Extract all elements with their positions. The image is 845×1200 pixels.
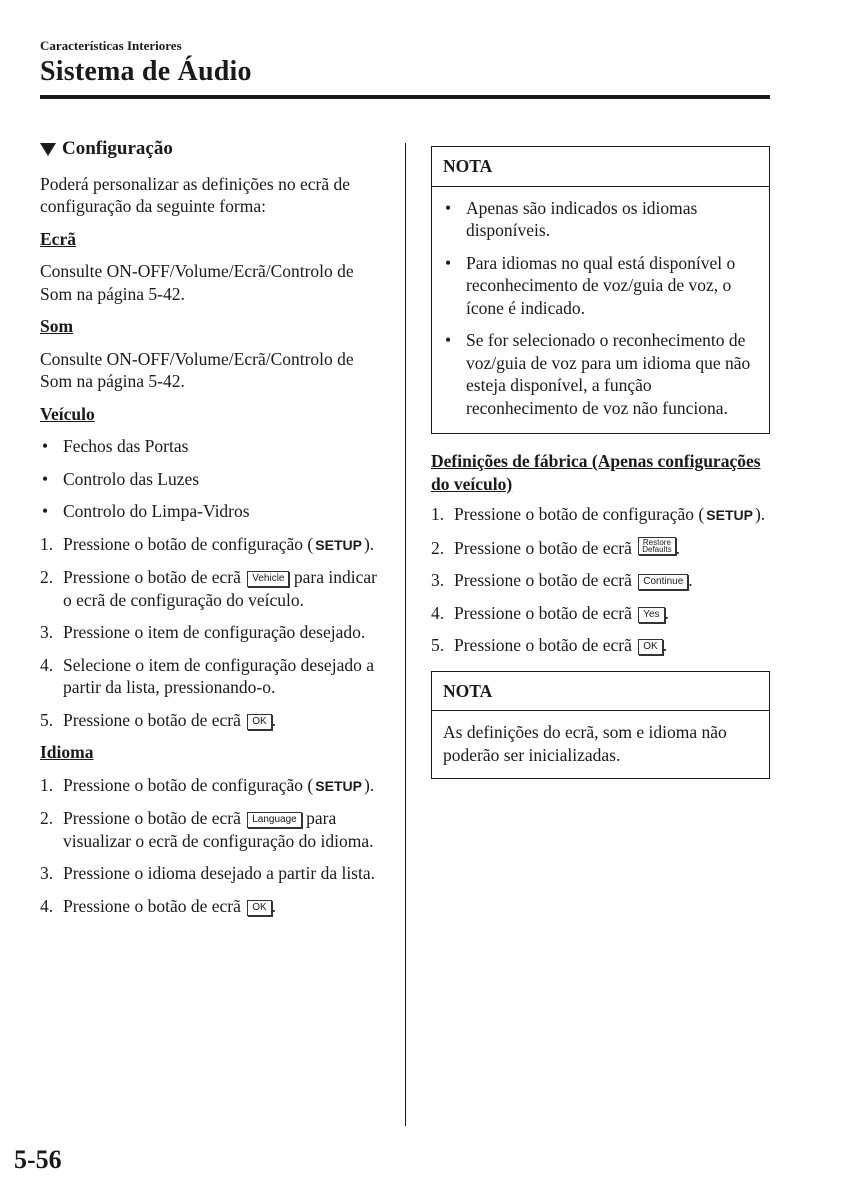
- step-text: Pressione o botão de ecrã: [454, 570, 637, 590]
- step-text: Pressione o botão de ecrã: [63, 567, 246, 587]
- step-text: .: [675, 537, 680, 558]
- screen-paragraph: Consulte ON-OFF/Volume/Ecrã/Controlo de Som na página 5-42.: [40, 261, 354, 304]
- step-item: [40, 533, 385, 557]
- triangle-down-icon: [40, 143, 56, 156]
- step-text: para visualizar o ecrã de configuração do idioma.: [63, 808, 374, 851]
- step-number: 4.: [40, 895, 54, 916]
- step-text: Pressione o botão de configuração (: [63, 533, 314, 554]
- factory-defaults-subheading: Definições de fábrica (Apenas configurações do veículo): [431, 451, 761, 494]
- ok-screen-button: OK: [638, 639, 662, 655]
- setup-key-label: SETUP: [315, 536, 362, 553]
- section-label: Características Interiores: [40, 38, 182, 53]
- title-rule: [40, 95, 770, 99]
- step-text: .: [662, 635, 668, 655]
- language-subheading: Idioma: [40, 742, 94, 762]
- step-number: 1.: [431, 504, 445, 524]
- step-number: 3.: [431, 570, 445, 590]
- list-item: • Para idiomas no qual está disponível o reconhecimento de voz/guia de voz, o ícone é indicado.: [443, 252, 758, 320]
- step-text: Pressione o item de configuração desejado.: [63, 622, 366, 642]
- step-item: [431, 569, 770, 592]
- screen-subheading: Ecrã: [40, 228, 76, 249]
- step-item: [40, 621, 385, 644]
- step-number: 2.: [431, 537, 445, 558]
- step-number: 2.: [40, 808, 54, 828]
- step-item: [40, 709, 385, 732]
- step-text: Pressione o idioma desejado a partir da lista.: [63, 863, 376, 883]
- step-text: ).: [754, 504, 766, 524]
- step-number: 5.: [431, 635, 445, 655]
- list-item: • Fechos das Portas: [40, 435, 385, 458]
- step-number: 1.: [40, 533, 54, 554]
- step-item: [40, 774, 385, 798]
- ok-screen-button: OK: [247, 900, 271, 916]
- step-number: 3.: [40, 622, 54, 642]
- step-number: 4.: [431, 602, 445, 623]
- step-text: .: [271, 709, 277, 730]
- step-text: Selecione o item de configuração desejado a partir da lista, pressionando-o.: [63, 654, 374, 697]
- step-item: [431, 537, 770, 560]
- note-box-languages: [431, 146, 770, 434]
- continue-screen-button: Continue: [638, 574, 688, 590]
- step-number: 4.: [40, 654, 54, 675]
- page-number: 5-56: [14, 1145, 62, 1174]
- note-bullet-list: [443, 197, 758, 420]
- note-title: NOTA: [432, 147, 769, 187]
- step-number: 1.: [40, 774, 54, 795]
- step-text: .: [688, 570, 693, 590]
- note-body: [432, 711, 769, 778]
- step-text: ).: [363, 533, 375, 554]
- step-item: [431, 634, 770, 657]
- note-title: NOTA: [432, 672, 769, 712]
- step-item: [40, 566, 385, 611]
- step-text: para indicar o ecrã de configuração do veículo.: [63, 567, 377, 610]
- yes-screen-button: Yes: [638, 607, 664, 623]
- step-number: 5.: [40, 709, 54, 730]
- step-text: Pressione o botão de configuração (: [63, 774, 314, 795]
- left-column: [40, 138, 385, 927]
- vehicle-steps: [40, 533, 385, 732]
- list-item: • Se for selecionado o reconhecimento de voz/guia de voz para um idioma que não esteja disponível, a função reconhecimento de voz não funciona.: [443, 329, 758, 419]
- language-screen-button: Language: [247, 812, 302, 828]
- step-text: Pressione o botão de ecrã: [63, 709, 246, 730]
- factory-defaults-steps: [431, 503, 770, 657]
- page-title: Sistema de Áudio: [40, 56, 252, 87]
- step-item: [40, 862, 385, 885]
- column-divider: [405, 143, 406, 1126]
- list-item: • Apenas são indicados os idiomas disponíveis.: [443, 197, 758, 242]
- list-item: • Controlo do Limpa-Vidros: [40, 500, 385, 523]
- sound-paragraph: Consulte ON-OFF/Volume/Ecrã/Controlo de Som na página 5-42.: [40, 348, 354, 391]
- sound-subheading: Som: [40, 316, 74, 336]
- step-item: [431, 602, 770, 625]
- step-text: Pressione o botão de ecrã: [454, 635, 637, 655]
- step-text: ).: [363, 774, 375, 795]
- defaults-label: Defaults: [642, 544, 672, 554]
- intro-paragraph: Poderá personalizar as definições no ecrã de configuração da seguinte forma:: [40, 173, 350, 216]
- configuration-heading: [40, 138, 385, 161]
- step-text: .: [271, 895, 277, 916]
- step-text: Pressione o botão de ecrã: [63, 895, 246, 916]
- step-text: Pressione o botão de ecrã: [454, 602, 637, 623]
- setup-key-label: SETUP: [706, 507, 753, 523]
- step-item: [40, 807, 385, 852]
- step-number: 2.: [40, 567, 54, 587]
- restore-defaults-screen-button: [638, 537, 675, 555]
- configuration-heading-text: Configuração: [62, 138, 173, 159]
- list-item: • Controlo das Luzes: [40, 468, 385, 491]
- restore-label: Restore: [642, 537, 671, 547]
- note-text: As definições do ecrã, som e idioma não poderão ser inicializadas.: [443, 722, 727, 765]
- step-text: Pressione o botão de ecrã: [63, 808, 246, 828]
- step-item: [431, 503, 770, 527]
- step-number: 3.: [40, 863, 54, 883]
- step-text: Pressione o botão de configuração (: [454, 504, 705, 524]
- note-body: [432, 187, 769, 434]
- right-column: [431, 146, 770, 795]
- vehicle-bullet-list: [40, 435, 385, 523]
- step-text: .: [664, 602, 669, 623]
- note-box-reset: [431, 671, 770, 780]
- vehicle-screen-button: Vehicle: [247, 571, 289, 587]
- step-item: [40, 895, 385, 918]
- step-text: Pressione o botão de ecrã: [454, 537, 637, 558]
- vehicle-subheading: Veículo: [40, 403, 95, 424]
- language-steps: [40, 774, 385, 918]
- ok-screen-button: OK: [247, 714, 271, 730]
- setup-key-label: SETUP: [315, 777, 362, 794]
- step-item: [40, 654, 385, 699]
